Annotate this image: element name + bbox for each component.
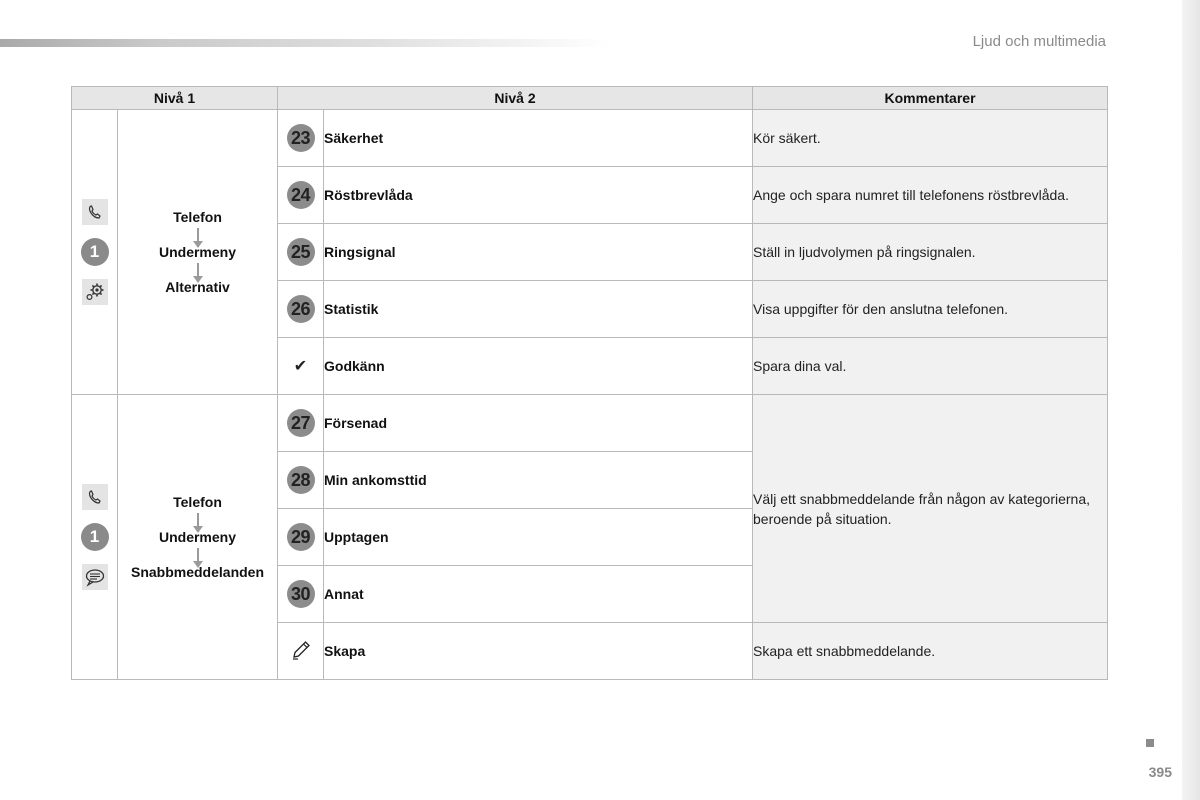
number-one-badge: 1 bbox=[81, 523, 109, 551]
item-comment: Skapa ett snabbmeddelande. bbox=[753, 623, 1108, 680]
item-number-badge: 26 bbox=[287, 295, 315, 323]
message-icon bbox=[82, 564, 108, 590]
item-comment: Ange och spara numret till telefonens röstbrevlåda. bbox=[753, 167, 1108, 224]
path-item-snabbmeddelanden: Snabbmeddelanden bbox=[130, 564, 265, 580]
arrow-down-icon bbox=[197, 228, 199, 242]
item-number-badge: 29 bbox=[287, 523, 315, 551]
path-item-alternativ: Alternativ bbox=[165, 279, 230, 295]
item-number-badge: 28 bbox=[287, 466, 315, 494]
level1-icons bbox=[72, 110, 118, 395]
page-edge-strip bbox=[1182, 0, 1200, 800]
page-number: 395 bbox=[1148, 764, 1172, 780]
column-header-level1: Nivå 1 bbox=[72, 87, 278, 110]
item-label: Annat bbox=[324, 566, 753, 623]
item-label: Min ankomsttid bbox=[324, 452, 753, 509]
column-header-comments: Kommentarer bbox=[753, 87, 1108, 110]
path-item-undermeny: Undermeny bbox=[158, 529, 237, 545]
item-number-badge: 30 bbox=[287, 580, 315, 608]
phone-icon bbox=[82, 199, 108, 225]
item-comment: Ställ in ljudvolymen på ringsignalen. bbox=[753, 224, 1108, 281]
arrow-down-icon bbox=[197, 263, 199, 277]
menu-table bbox=[71, 86, 1108, 680]
number-one-badge: 1 bbox=[81, 238, 109, 266]
level1-path bbox=[118, 110, 278, 395]
header-decor-bar bbox=[0, 39, 610, 47]
item-number-badge: 25 bbox=[287, 238, 315, 266]
item-label: Godkänn bbox=[324, 338, 753, 395]
table-row bbox=[72, 395, 1108, 452]
checkmark-icon: ✔ bbox=[293, 358, 308, 375]
table-row bbox=[72, 110, 1108, 167]
arrow-down-icon bbox=[197, 548, 199, 562]
item-comment: Visa uppgifter för den anslutna telefonen. bbox=[753, 281, 1108, 338]
item-label: Säkerhet bbox=[324, 110, 753, 167]
phone-icon bbox=[82, 484, 108, 510]
pencil-icon bbox=[290, 648, 312, 664]
table-header-row bbox=[72, 87, 1108, 110]
item-label: Skapa bbox=[324, 623, 753, 680]
item-label: Upptagen bbox=[324, 509, 753, 566]
arrow-down-icon bbox=[197, 513, 199, 527]
item-number-badge: 27 bbox=[287, 409, 315, 437]
level1-icons bbox=[72, 395, 118, 680]
item-comment: Kör säkert. bbox=[753, 110, 1108, 167]
path-item-telefon: Telefon bbox=[173, 209, 222, 225]
item-comment-shared: Välj ett snabbmeddelande från någon av kategorierna, beroende på situation. bbox=[753, 395, 1108, 623]
path-item-telefon: Telefon bbox=[173, 494, 222, 510]
item-label: Röstbrevlåda bbox=[324, 167, 753, 224]
column-header-level2: Nivå 2 bbox=[278, 87, 753, 110]
section-title: Ljud och multimedia bbox=[972, 33, 1106, 50]
path-item-undermeny: Undermeny bbox=[158, 244, 237, 260]
item-label: Försenad bbox=[324, 395, 753, 452]
item-number-badge: 24 bbox=[287, 181, 315, 209]
item-comment: Spara dina val. bbox=[753, 338, 1108, 395]
page-marker bbox=[1146, 739, 1154, 747]
item-number-badge: 23 bbox=[287, 124, 315, 152]
settings-icon bbox=[82, 279, 108, 305]
item-label: Statistik bbox=[324, 281, 753, 338]
level1-path bbox=[118, 395, 278, 680]
item-label: Ringsignal bbox=[324, 224, 753, 281]
